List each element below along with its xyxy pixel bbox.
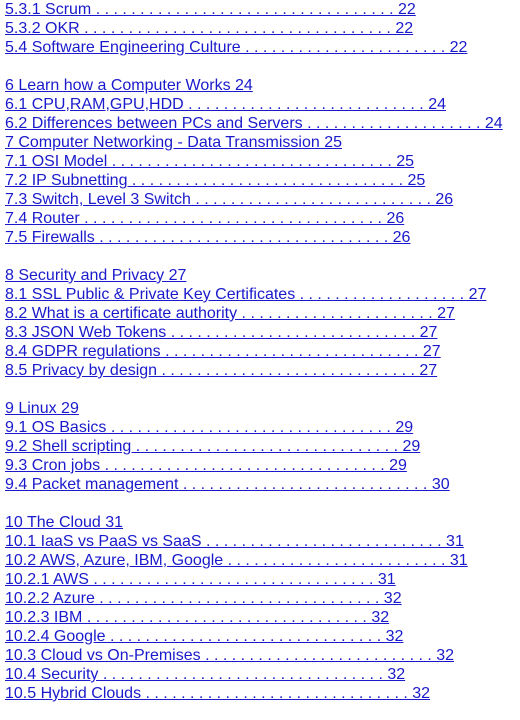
toc-entry-link[interactable]: 8.4 GDPR regulations . . . . . . . . . . . . . . . . . . . . . . . . . . . . . 27 [5, 343, 441, 360]
toc-entry-link[interactable]: 10.4 Security . . . . . . . . . . . . . . . . . . . . . . . . . . . . . . . . 32 [5, 666, 406, 683]
toc-entry-link[interactable]: 10.2 AWS, Azure, IBM, Google . . . . . . . . . . . . . . . . . . . . . . . . . 31 [5, 552, 468, 569]
section-spacer [5, 57, 510, 76]
toc-entry-link[interactable]: 6.1 CPU,RAM,GPU,HDD . . . . . . . . . . . . . . . . . . . . . . . . . . . 24 [5, 96, 446, 113]
toc-entry-link[interactable]: 10.2.1 AWS . . . . . . . . . . . . . . . . . . . . . . . . . . . . . . . . 31 [5, 571, 396, 588]
toc-entry-link[interactable]: 9.4 Packet management . . . . . . . . . . . . . . . . . . . . . . . . . . . . 30 [5, 476, 450, 493]
toc-entry-link[interactable]: 6.2 Differences between PCs and Servers . . . . . . . . . . . . . . . . . . . . 24 [5, 115, 503, 132]
toc-entry-link[interactable]: 10.5 Hybrid Clouds . . . . . . . . . . . . . . . . . . . . . . . . . . . . . . 32 [5, 685, 431, 702]
toc-entry-link[interactable]: 6 Learn how a Computer Works 24 [5, 77, 253, 94]
toc-entry-link[interactable]: 5.3.1 Scrum . . . . . . . . . . . . . . . . . . . . . . . . . . . . . . . . . . 22 [5, 1, 416, 18]
toc-entry-link[interactable]: 7.1 OSI Model . . . . . . . . . . . . . . . . . . . . . . . . . . . . . . . . 25 [5, 153, 415, 170]
toc-entry-link[interactable]: 10.2.3 IBM . . . . . . . . . . . . . . . . . . . . . . . . . . . . . . . . 32 [5, 609, 390, 626]
toc-entry-link[interactable]: 9.2 Shell scripting . . . . . . . . . . . . . . . . . . . . . . . . . . . . . . 29 [5, 438, 421, 455]
toc-entry-link[interactable]: 5.4 Software Engineering Culture . . . . . . . . . . . . . . . . . . . . . . . 22 [5, 39, 468, 56]
toc-entry-link[interactable]: 9.1 OS Basics . . . . . . . . . . . . . . . . . . . . . . . . . . . . . . . . 29 [5, 419, 414, 436]
toc-entry-link[interactable]: 7.2 IP Subnetting . . . . . . . . . . . . . . . . . . . . . . . . . . . . . . . 25 [5, 172, 426, 189]
section-spacer [5, 494, 510, 513]
toc-entry-link[interactable]: 8.5 Privacy by design . . . . . . . . . . . . . . . . . . . . . . . . . . . . . 27 [5, 362, 438, 379]
toc-entry-link[interactable]: 10.3 Cloud vs On-Premises . . . . . . . . . . . . . . . . . . . . . . . . . . 32 [5, 647, 455, 664]
toc-entry-link[interactable]: 7.3 Switch, Level 3 Switch . . . . . . . . . . . . . . . . . . . . . . . . . . . 26 [5, 191, 454, 208]
section-spacer [5, 380, 510, 399]
toc-entry-link[interactable]: 10 The Cloud 31 [5, 514, 124, 531]
toc-entry-link[interactable]: 8.3 JSON Web Tokens . . . . . . . . . . . . . . . . . . . . . . . . . . . . 27 [5, 324, 438, 341]
toc-entry-link[interactable]: 10.2.4 Google . . . . . . . . . . . . . . . . . . . . . . . . . . . . . . . 32 [5, 628, 404, 645]
table-of-contents [5, 0, 510, 703]
toc-entry-link[interactable]: 10.2.2 Azure . . . . . . . . . . . . . . . . . . . . . . . . . . . . . . . . 32 [5, 590, 402, 607]
toc-entry-link[interactable]: 8 Security and Privacy 27 [5, 267, 187, 284]
toc-entry-link[interactable]: 8.1 SSL Public & Private Key Certificates . . . . . . . . . . . . . . . . . . . 27 [5, 286, 487, 303]
section-spacer [5, 247, 510, 266]
toc-entry-link[interactable]: 7 Computer Networking - Data Transmission 25 [5, 134, 343, 151]
toc-entry-link[interactable]: 8.2 What is a certificate authority . . . . . . . . . . . . . . . . . . . . . . 27 [5, 305, 455, 322]
toc-entry-link[interactable]: 7.4 Router . . . . . . . . . . . . . . . . . . . . . . . . . . . . . . . . . . 26 [5, 210, 405, 227]
toc-entry-link[interactable]: 5.3.2 OKR . . . . . . . . . . . . . . . . . . . . . . . . . . . . . . . . . . . 22 [5, 20, 414, 37]
toc-entry-link[interactable]: 9.3 Cron jobs . . . . . . . . . . . . . . . . . . . . . . . . . . . . . . . . 29 [5, 457, 407, 474]
toc-entry-link[interactable]: 7.5 Firewalls . . . . . . . . . . . . . . . . . . . . . . . . . . . . . . . . . 26 [5, 229, 411, 246]
toc-entry-link[interactable]: 9 Linux 29 [5, 400, 79, 417]
toc-entry-link[interactable]: 10.1 IaaS vs PaaS vs SaaS . . . . . . . . . . . . . . . . . . . . . . . . . . . 31 [5, 533, 464, 550]
